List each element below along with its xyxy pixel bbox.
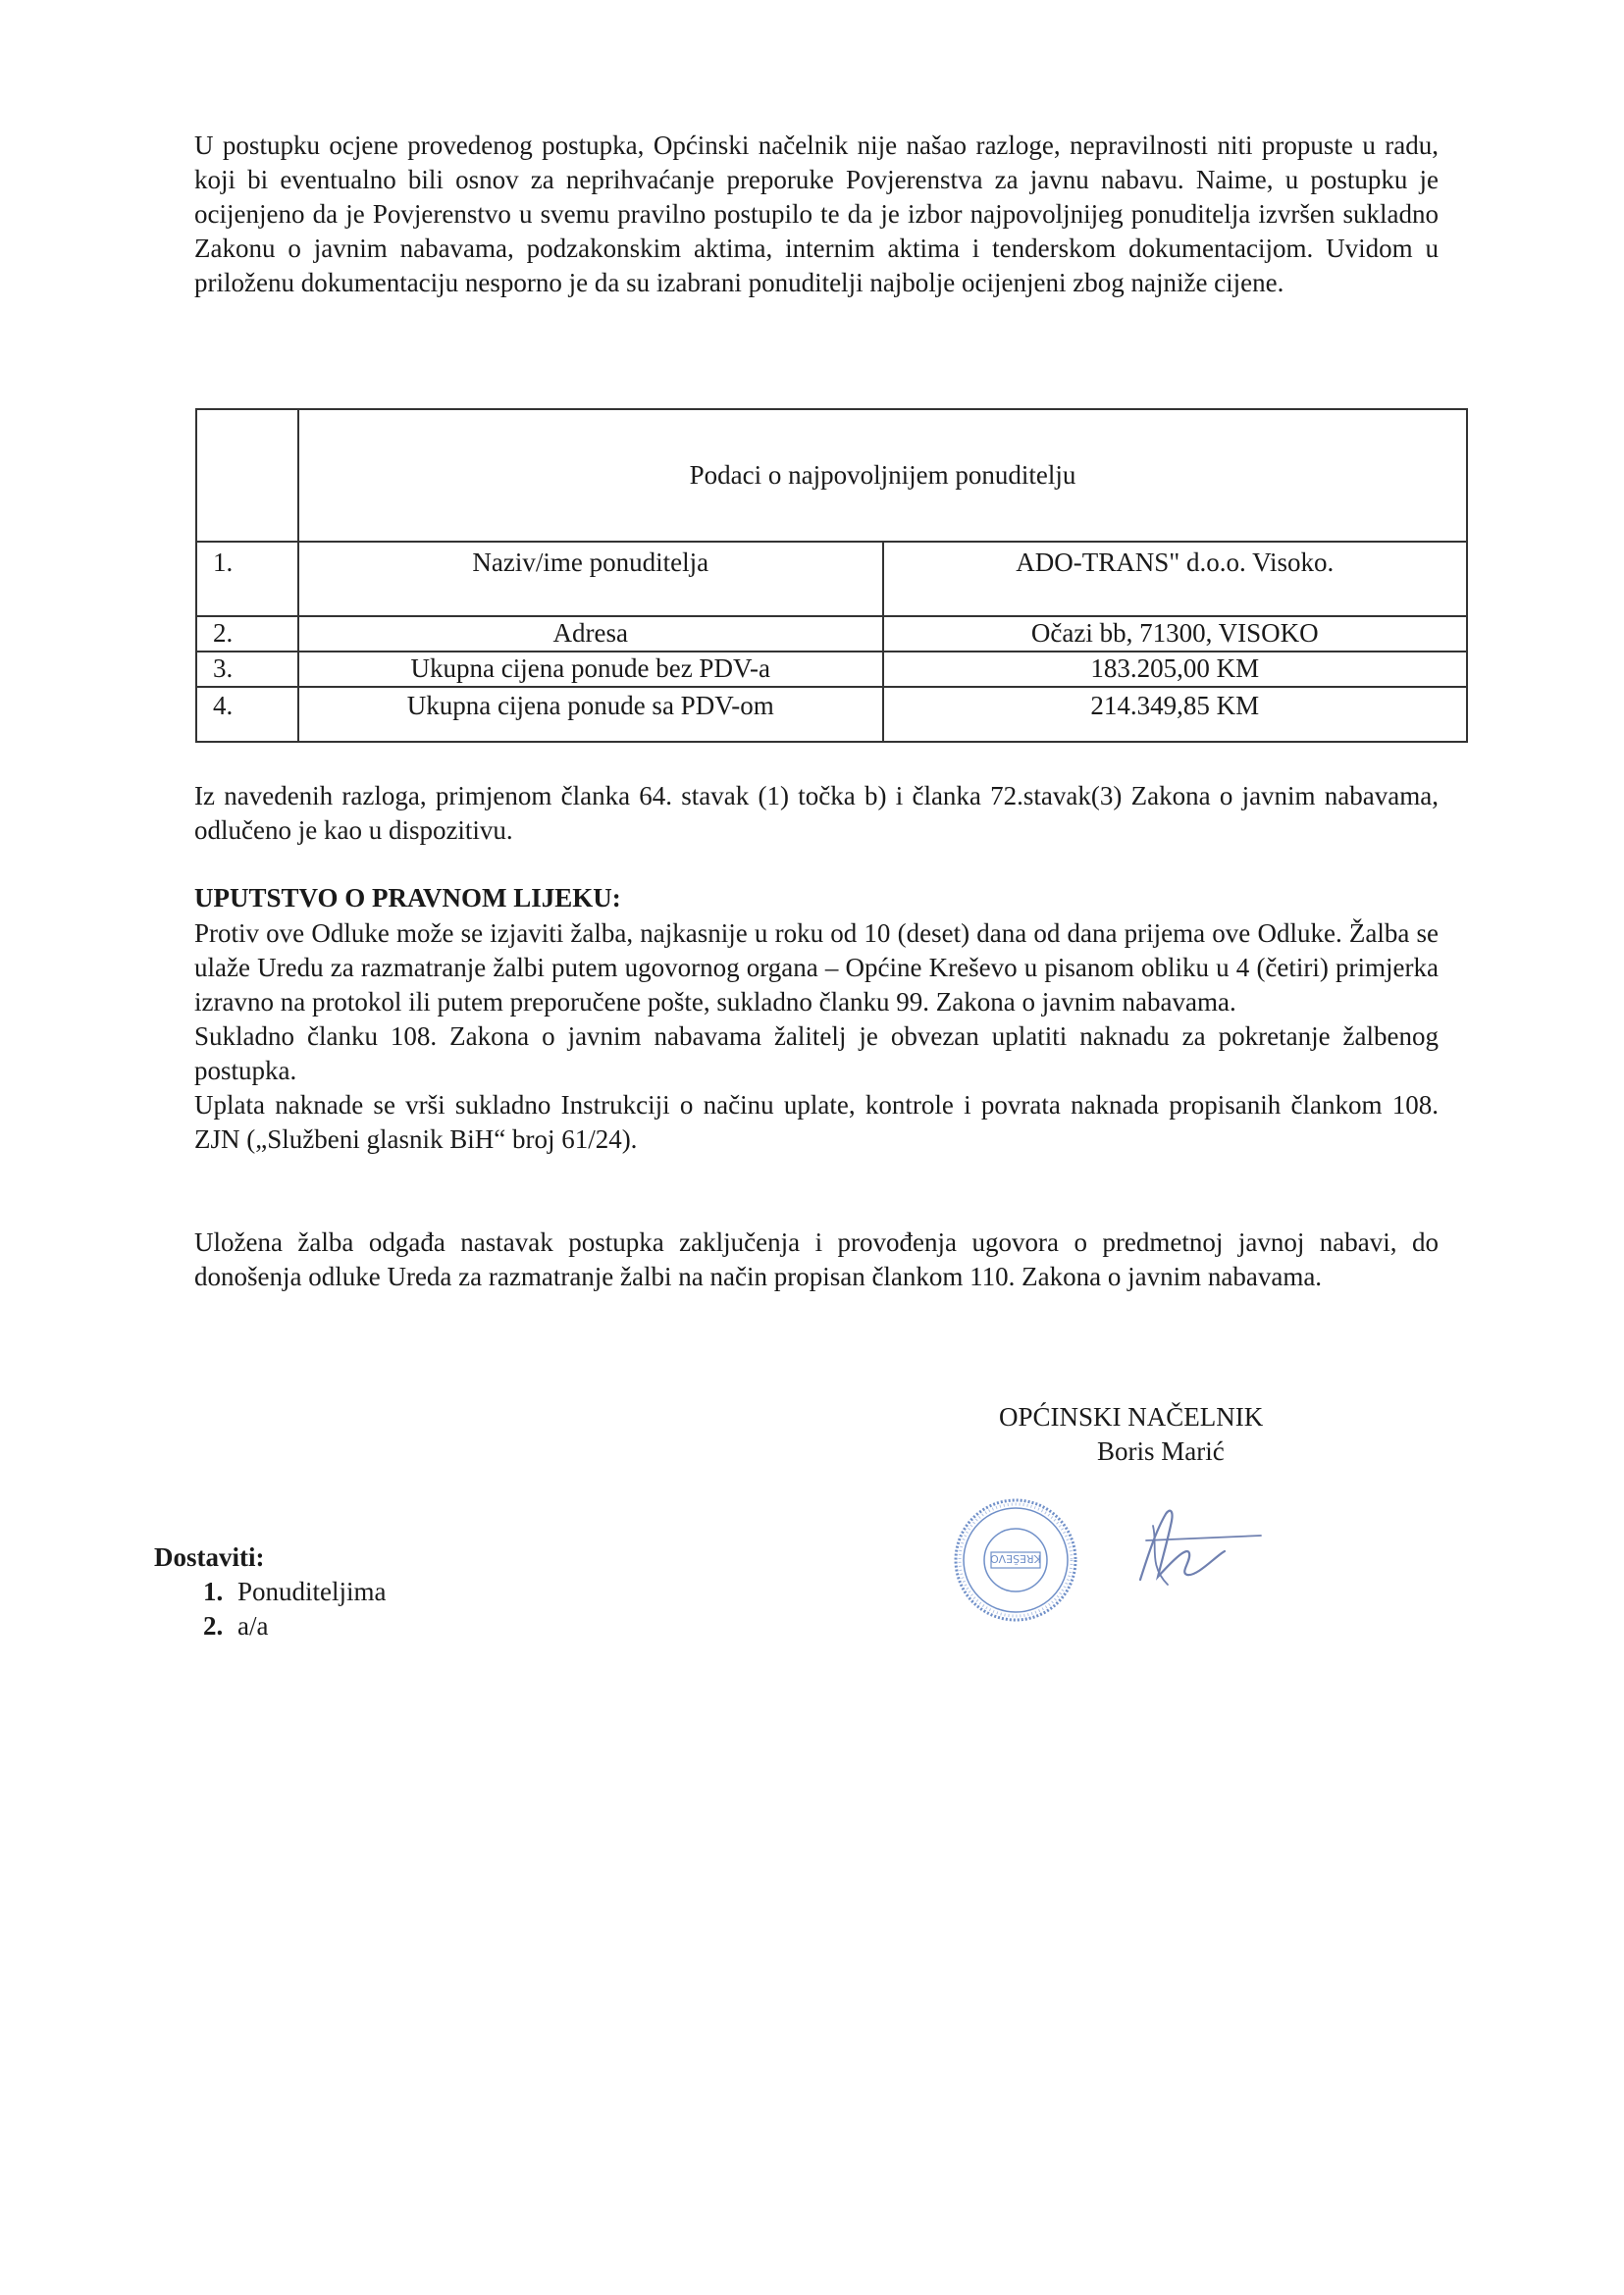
delivery-label: Dostaviti:	[154, 1542, 265, 1572]
row-label: Naziv/ime ponuditelja	[298, 542, 883, 616]
signatory-name: Boris Marić	[1097, 1436, 1225, 1466]
legal-remedy-heading: UPUTSTVO O PRAVNOM LIJEKU:	[194, 883, 621, 913]
list-item	[154, 1609, 387, 1643]
official-stamp	[952, 1496, 1079, 1624]
item-number: 2.	[203, 1611, 224, 1641]
appeal-paragraph: Uložena žalba odgađa nastavak postupka zaključenja i provođenja ugovora o predmetnoj javnoj nabavi, do donošenja odluke Ureda za razmatranje žalbi na način propisan člankom 110. Zakona o javnim nabavama.	[194, 1227, 1439, 1291]
item-text: Ponuditeljima	[237, 1577, 387, 1606]
item-text: a/a	[237, 1611, 269, 1641]
table-row	[196, 616, 1467, 652]
row-label: Adresa	[298, 616, 883, 652]
reasons-paragraph: Iz navedenih razloga, primjenom članka 64. stavak (1) točka b) i članka 72.stavak(3) Zakona o javnim nabavama, odlučeno je kao u dispozitivu.	[194, 781, 1439, 845]
bidder-table	[195, 408, 1468, 743]
signature-block	[999, 1400, 1263, 1469]
list-item	[154, 1575, 387, 1609]
handwritten-signature	[1119, 1496, 1266, 1594]
row-number: 3.	[196, 652, 298, 687]
row-label: Ukupna cijena ponude sa PDV-om	[298, 687, 883, 742]
row-value: 214.349,85 KM	[883, 687, 1468, 742]
signatory-title: OPĆINSKI NAČELNIK	[999, 1402, 1264, 1432]
intro-paragraph: U postupku ocjene provedenog postupka, Općinski načelnik nije našao razloge, nepravilnosti niti propuste u radu, koji bi eventualno bili osnov za neprihvaćanje preporuke Povjerenstva za javnu nabavu. Naime, u postupku je ocijenjeno da je Povjerenstvo u svemu pravilno postupilo te da je izbor najpovoljnijeg ponuditelja izvršen sukladno Zakonu o javnim nabavama, podzakonskim aktima, internim aktima i tenderskom dokumentacijom. Uvidom u priloženu dokumentaciju nesporno je da su izabrani ponuditelji najbolje ocijenjeni zbog najniže cijene.	[194, 130, 1439, 297]
row-number: 2.	[196, 616, 298, 652]
stamp-text: KREŠEVO	[990, 1552, 1041, 1565]
item-number: 1.	[203, 1577, 224, 1606]
delivery-list	[154, 1540, 387, 1643]
row-value: 183.205,00 KM	[883, 652, 1468, 687]
table-title: Podaci o najpovoljnijem ponuditelju	[298, 409, 1467, 542]
recipient-list	[154, 1575, 387, 1643]
row-value: Očazi bb, 71300, VISOKO	[883, 616, 1468, 652]
row-label: Ukupna cijena ponude bez PDV-a	[298, 652, 883, 687]
table-row	[196, 687, 1467, 742]
row-value: ADO-TRANS" d.o.o. Visoko.	[883, 542, 1468, 616]
row-number: 1.	[196, 542, 298, 616]
table-row	[196, 652, 1467, 687]
legal-remedy-paragraph-3: Uplata naknade se vrši sukladno Instrukciji o načinu uplate, kontrole i povrata naknada propisanih člankom 108. ZJN („Službeni glasnik BiH“ broj 61/24).	[194, 1090, 1439, 1154]
table-header-row	[196, 409, 1467, 542]
legal-remedy-paragraph-2: Sukladno članku 108. Zakona o javnim nabavama žalitelj je obvezan uplatiti naknadu za pokretanje žalbenog postupka.	[194, 1021, 1439, 1085]
table-row	[196, 542, 1467, 616]
table-corner-cell	[196, 409, 298, 542]
legal-remedy-paragraph-1: Protiv ove Odluke može se izjaviti žalba, najkasnije u roku od 10 (deset) dana od dana prijema ove Odluke. Žalba se ulaže Uredu za razmatranje žalbi putem ugovornog organa – Općine Kreševo u pisanom obliku u 4 (četiri) primjerka izravno na protokol ili putem preporučene pošte, sukladno članku 99. Zakona o javnim nabavama.	[194, 918, 1439, 1017]
row-number: 4.	[196, 687, 298, 742]
legal-remedy-section	[194, 916, 1439, 1157]
